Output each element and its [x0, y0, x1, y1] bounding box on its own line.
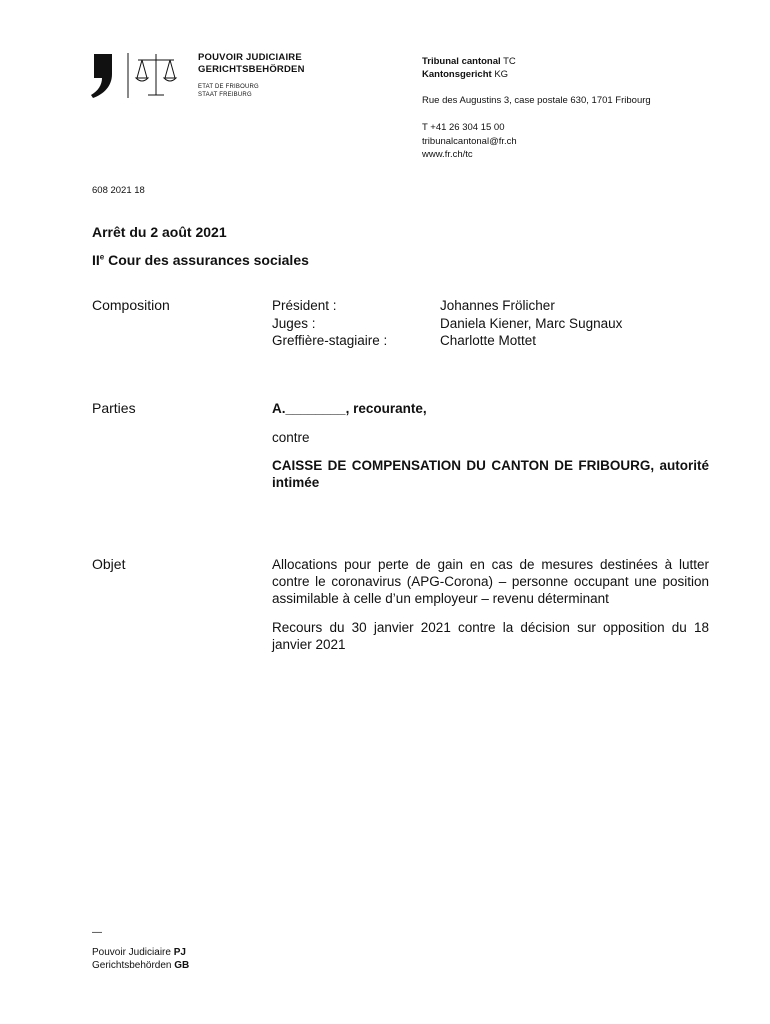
composition-role: Juges : [272, 315, 316, 331]
court-contact [422, 121, 517, 162]
footer-line-de: Gerichtsbehörden GB [92, 960, 190, 971]
appellant-party: A.________, recourante, [272, 401, 427, 416]
parties-label: Parties [92, 400, 136, 416]
state-line-de: STAAT FREIBURG [198, 92, 252, 98]
footer-institution [92, 946, 189, 972]
composition-role: Greffière-stagiaire : [272, 333, 388, 348]
state-name [198, 83, 259, 99]
court-name-block [422, 55, 516, 81]
composition-label: Composition [92, 297, 170, 313]
objet-label: Objet [92, 556, 126, 572]
composition-name: Daniela Kiener, Marc Sugnaux [440, 315, 623, 331]
objet-appeal-details: Recours du 30 janvier 2021 contre la décision sur opposition du 18 janvier 2021 [272, 620, 709, 652]
judgment-date-title: Arrêt du 2 août 2021 [92, 224, 227, 240]
composition-role: Président : [272, 298, 337, 313]
comma-mark-icon [91, 54, 112, 98]
fribourg-justice-logo [90, 52, 185, 100]
court-name-de: Kantonsgericht KG [422, 69, 509, 80]
footer-line-fr: Pouvoir Judiciaire PJ [92, 947, 186, 958]
court-name-fr: Tribunal cantonal TC [422, 56, 516, 67]
court-website: www.fr.ch/tc [422, 149, 473, 160]
versus-text: contre [272, 430, 310, 445]
court-chamber-title: IIe Cour des assurances sociales [92, 252, 309, 268]
institution-line-de: GERICHTSBEHÖRDEN [198, 64, 305, 75]
respondent-party: CAISSE DE COMPENSATION DU CANTON DE FRIBOURG, autorité intimée [272, 458, 709, 490]
composition-name: Charlotte Mottet [440, 333, 537, 348]
court-phone: T +41 26 304 15 00 [422, 122, 505, 133]
court-email: tribunalcantonal@fr.ch [422, 135, 517, 147]
court-address: Rue des Augustins 3, case postale 630, 1701 Fribourg [422, 95, 651, 106]
state-line-fr: ETAT DE FRIBOURG [198, 84, 259, 90]
scales-of-justice-icon [136, 54, 176, 95]
objet-description: Allocations pour perte de gain en cas de mesures destinées à lutter contre le coronavirus (APG-Corona) – personne occupant une position assimilable à celle d’un employeur – revenu déterminant [272, 557, 709, 606]
institution-name [198, 52, 305, 76]
case-reference: 608 2021 18 [92, 185, 145, 196]
composition-name: Johannes Frölicher [440, 298, 555, 313]
institution-line-fr: POUVOIR JUDICIAIRE [198, 52, 302, 63]
footer-dash: — [92, 927, 102, 938]
